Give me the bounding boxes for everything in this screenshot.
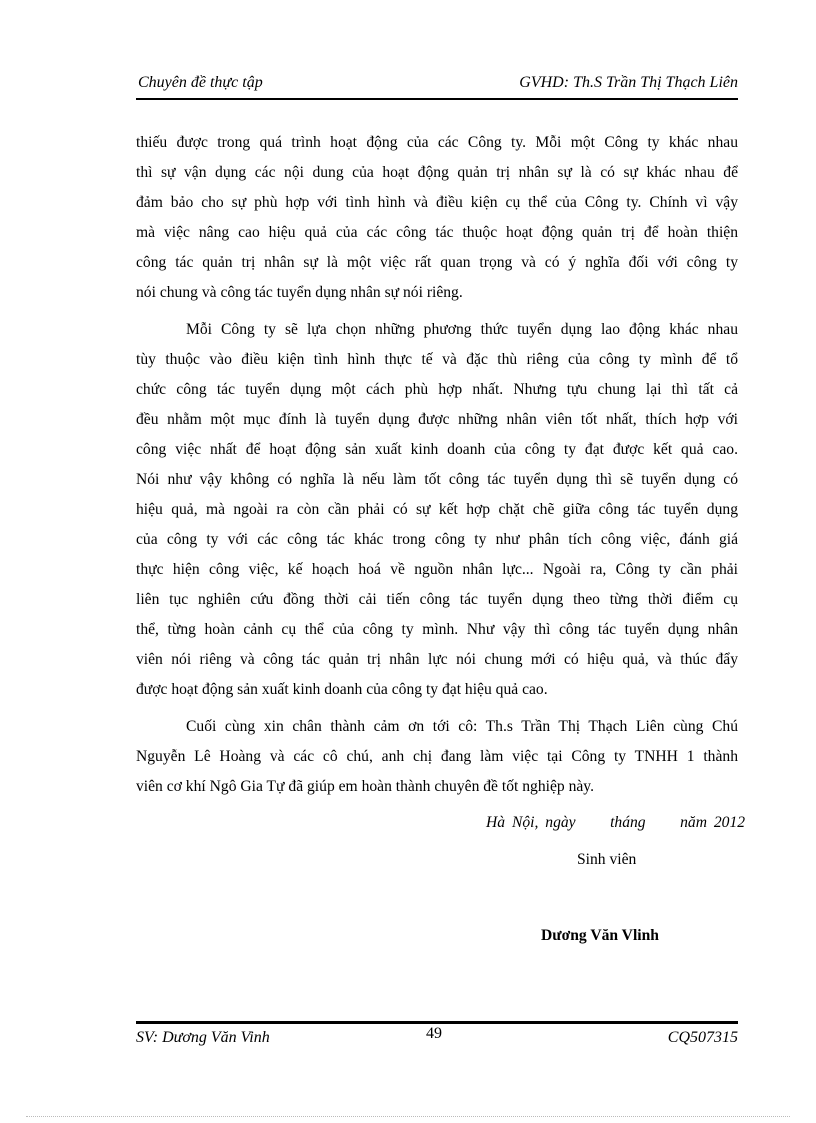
text-line: được hoạt động sản xuất kinh doanh của công ty đạt hiệu quả cao.: [136, 681, 548, 698]
page-header: [136, 74, 738, 100]
signature-date: Hà Nội, ngày tháng năm 2012: [486, 814, 746, 831]
text-line: mà việc nâng cao hiệu quả của các công tác thuộc hoạt động quản trị để hoàn thiện: [136, 224, 738, 241]
paragraph-3: [136, 712, 738, 802]
text-line: thì sự vận dụng các nội dung của hoạt động quản trị nhân sự là có sự khác nhau để: [136, 164, 738, 181]
text-line: viên nói riêng và công tác quản trị nhân lực nói chung mới có hiệu quả, và thúc đẩy: [136, 651, 738, 668]
text-line: viên cơ khí Ngô Gia Tự đã giúp em hoàn thành chuyên đề tốt nghiệp này.: [136, 778, 594, 795]
text-line: Nguyễn Lê Hoàng và các cô chú, anh chị đang làm việc tại Công ty TNHH 1 thành: [136, 748, 738, 765]
text-line: của công ty với các công tác khác trong công ty như phân tích công việc, đánh giá: [136, 531, 738, 548]
text-line: thực hiện công việc, kế hoạch hoá về nguồn nhân lực... Ngoài ra, Công ty cần phải: [136, 561, 738, 578]
text-line: thiếu được trong quá trình hoạt động của các Công ty. Mỗi một Công ty khác nhau: [136, 134, 738, 151]
page-number: 49: [426, 1025, 442, 1042]
text-line: đều nhằm một mục đính là tuyển dụng được những nhân viên tốt nhất, thích hợp với: [136, 411, 738, 428]
signature-name: Dương Văn Vlinh: [541, 927, 659, 944]
text-line: nói chung và công tác tuyển dụng nhân sự nói riêng.: [136, 284, 463, 301]
text-line: liên tục nghiên cứu đồng thời cải tiến công tác tuyển dụng theo từng thời điểm cụ: [136, 591, 738, 608]
page-border: [26, 1116, 790, 1117]
header-right: GVHD: Th.S Trần Thị Thạch Liên: [519, 74, 738, 91]
page-footer: [136, 1021, 738, 1046]
text-line: đảm bảo cho sự phù hợp với tình hình và điều kiện cụ thể của Công ty. Chính vì vậy: [136, 194, 738, 211]
footer-code: CQ507315: [667, 1029, 738, 1046]
text-line: hiệu quả, mà ngoài ra còn cần phải có sự kết hợp chặt chẽ giữa công tác tuyển dụng: [136, 501, 738, 518]
text-line: Mỗi Công ty sẽ lựa chọn những phương thức tuyển dụng lao động khác nhau: [186, 321, 738, 338]
paragraph-2: [136, 315, 738, 705]
footer-student: SV: Dương Văn Vinh: [136, 1029, 270, 1046]
text-line: Nói như vậy không có nghĩa là nếu làm tốt công tác tuyển dụng thì sẽ tuyển dụng có: [136, 471, 738, 488]
text-line: công việc nhất để hoạt động sản xuất kinh doanh của công ty đạt được kết quả cao.: [136, 441, 738, 458]
text-line: Cuối cùng xin chân thành cảm ơn tới cô: Th.s Trần Thị Thạch Liên cùng Chú: [186, 718, 738, 735]
text-line: công tác quản trị nhân sự là một việc rất quan trọng và có ý nghĩa đối với công ty: [136, 254, 738, 271]
paragraph-1: [136, 128, 738, 308]
header-left: Chuyên đề thực tập: [138, 74, 263, 91]
text-line: thể, từng hoàn cảnh cụ thể của công ty mình. Như vậy thì công tác tuyển dụng nhân: [136, 621, 738, 638]
signature-role: Sinh viên: [577, 851, 637, 868]
text-line: chức công tác tuyển dụng một cách phù hợp nhất. Nhưng tựu chung lại thì tất cả: [136, 381, 738, 398]
text-line: tùy thuộc vào điều kiện tình hình thực tế và đặc thù riêng của công ty mình để tổ: [136, 351, 738, 368]
